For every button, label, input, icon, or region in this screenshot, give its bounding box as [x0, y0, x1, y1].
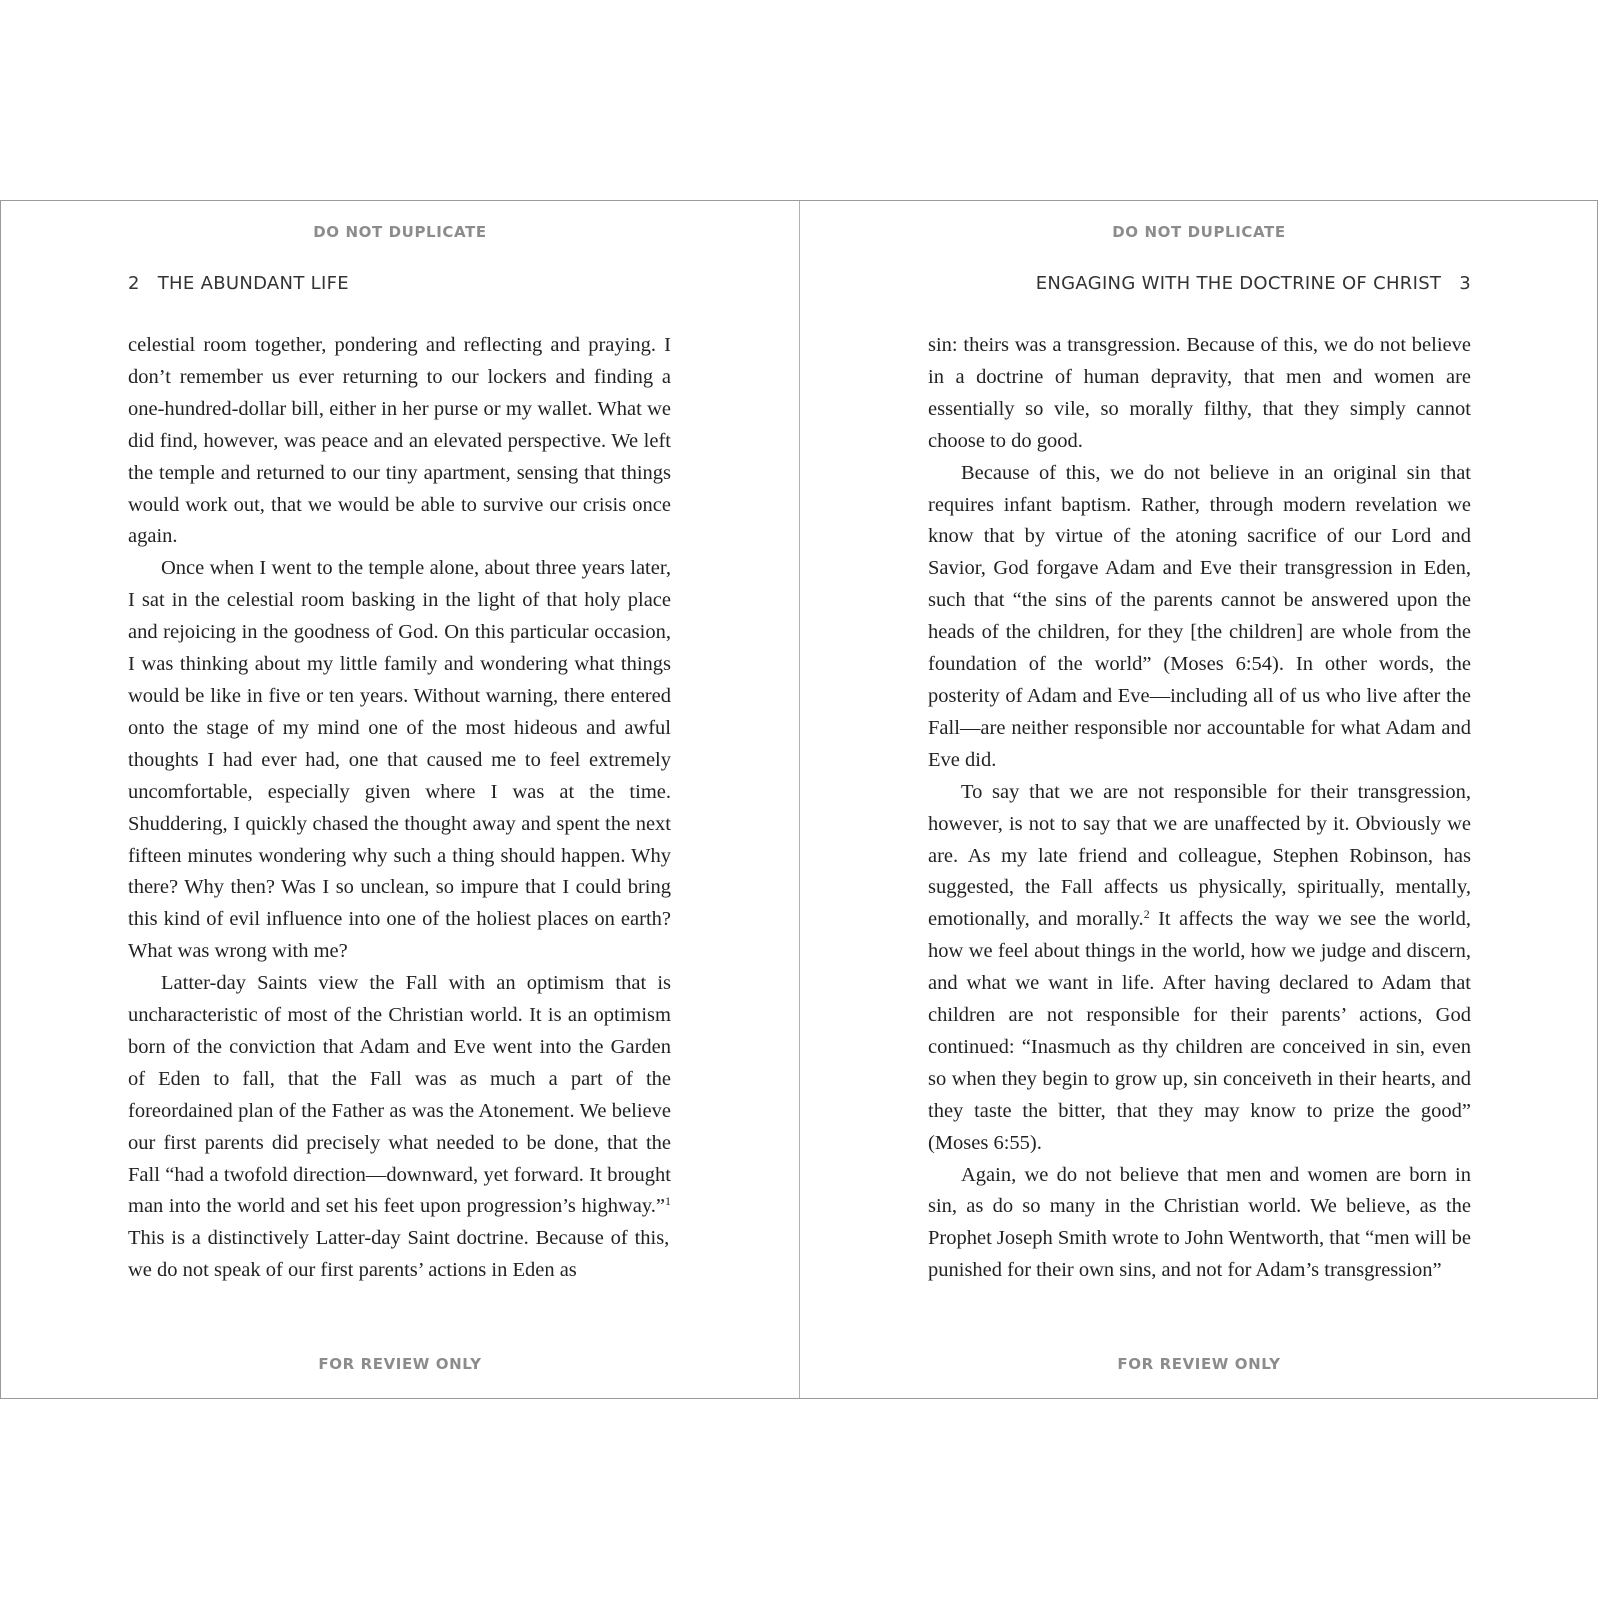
- right-page: [800, 201, 1598, 1398]
- running-head-title: THE ABUNDANT LIFE: [157, 273, 349, 294]
- top-watermark: DO NOT DUPLICATE: [1112, 223, 1286, 241]
- paragraph: Again, we do not believe that men and women are born in sin, as do so many in the Christian world. We believe, as the Prophet Joseph Smith wrote to John Wentworth, that “men will be punished for their own sins, and not for Adam’s transgression”: [928, 1163, 1471, 1282]
- paragraph: celestial room together, pondering and reflecting and praying. I don’t remember us ever returning to our lockers and finding a one-hundred-dollar bill, either in her purse or my wallet. What we did find, however, was peace and an elevated perspective. We left the temple and returned to our tiny apartment, sensing that things would work out, that we would be able to survive our crisis once again.: [128, 334, 671, 548]
- top-watermark: DO NOT DUPLICATE: [313, 223, 487, 241]
- paragraph-text: Latter-day Saints view the Fall with an optimism that is uncharacteristic of most of the Christian world. It is an optimism born of the conviction that Adam and Eve went into the Garden of Eden to fall, that the Fall was as much a part of the foreordained plan of the Father as was the Atonement. We believe our first parents did precisely what needed to be done, that the Fall “had a twofold direction—downward, yet forward. It brought man into the world and set his feet upon progression’s highway.”: [128, 972, 671, 1218]
- running-head-title: ENGAGING WITH THE DOCTRINE OF CHRIST: [1035, 273, 1442, 294]
- paragraph-text: It affects the way we see the world, how we feel about things in the world, how we judge and discern, and what we want in life. After having declared to Adam that children are not responsible for their parents’ actions, God continued: “Inasmuch as thy children are conceived in sin, even so when they begin to grow up, sin conceiveth in their hearts, and they taste the bitter, that they may know to prize the good” (Moses 6:55).: [928, 908, 1471, 1154]
- page-number: 3: [1459, 273, 1471, 294]
- paragraph: Because of this, we do not believe in an original sin that requires infant baptism. Rather, through modern revelation we know that by virtue of the atoning sacrifice of our Lord and Savior, God forgave Adam and Eve their transgression in Eden, such that “the sins of the parents cannot be answered upon the heads of the children, for they [the children] are whole from the foundation of the world” (Moses 6:54). In other words, the posterity of Adam and Eve—including all of us who live after the Fall—are neither responsible nor accountable for what Adam and Eve did.: [928, 461, 1471, 771]
- paragraph-text: To say that we are not responsible for their transgression, however, is not to say that we are unaffected by it. Obviously we are. As my late friend and colleague, Stephen Robinson, has suggested, the Fall affects us physically, spiritually, mentally, emotionally, and morally.: [928, 780, 1471, 931]
- paragraph: [128, 968, 671, 1287]
- running-head: [1036, 273, 1471, 294]
- running-head: [128, 273, 349, 294]
- footnote-marker: 1: [665, 1194, 671, 1209]
- book-spread: [0, 200, 1598, 1399]
- page-number: 2: [128, 273, 140, 294]
- paragraph: sin: theirs was a transgression. Because of this, we do not believe in a doctrine of human depravity, that men and women are essentially so vile, so morally filthy, that they simply cannot choose to do good.: [928, 334, 1471, 452]
- body-text: [128, 330, 671, 1287]
- bottom-watermark: FOR REVIEW ONLY: [1117, 1355, 1281, 1373]
- body-text: [928, 330, 1471, 1287]
- left-page: [1, 201, 799, 1398]
- paragraph-text: This is a distinctively Latter-day Saint doctrine. Because of this, we do not speak of our first parents’ actions in Eden as: [128, 1227, 670, 1282]
- bottom-watermark: FOR REVIEW ONLY: [318, 1355, 482, 1373]
- footnote-marker: 2: [1143, 907, 1150, 922]
- paragraph: Once when I went to the temple alone, about three years later, I sat in the celestial room basking in the light of that holy place and rejoicing in the goodness of God. On this particular occasion, I was thinking about my little family and wondering what things would be like in five or ten years. Without warning, there entered onto the stage of my mind one of the most hideous and awful thoughts I had ever had, one that caused me to feel extremely uncomfortable, especially given where I was at the time. Shuddering, I quickly chased the thought away and spent the next fifteen minutes wondering why such a thing should happen. Why there? Why then? Was I so unclean, so impure that I could bring this kind of evil influence into one of the holiest places on earth? What was wrong with me?: [128, 557, 671, 963]
- paragraph: [928, 777, 1471, 1160]
